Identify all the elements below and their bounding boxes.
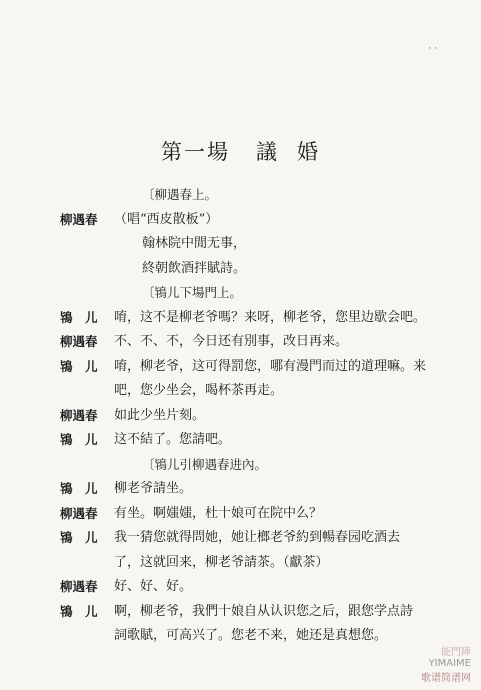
dialogue-text: 詞歌賦，可高兴了。您老不来，她还是真想您。 bbox=[114, 628, 388, 643]
dialogue-text: 翰林院中閒无事， bbox=[142, 236, 247, 251]
dialogue-text: 唷，柳老爷，这可得罰您，哪有漫門而过的道理嘛。来 bbox=[114, 358, 427, 374]
dialogue-text: 啊，柳老爷，我們十娘自从认识您之后，跟您学点詩 bbox=[114, 603, 414, 619]
watermark-site-name: YIMAIME bbox=[428, 658, 471, 669]
speaker-name: 柳遇春 bbox=[60, 407, 98, 423]
dialogue-text: 了，这就回来，柳老爷請茶。（獻茶） bbox=[114, 554, 329, 570]
dialogue-text: 我一猜您就得問她，她让榔老爷約到暢春园吃酒去 bbox=[114, 530, 401, 545]
stage-direction: 〔鴇儿下場門上。 bbox=[142, 285, 243, 300]
dialogue-text: 吧，您少坐会，喝杯茶再走。 bbox=[114, 383, 284, 398]
dialogue-text: 唷，这不是柳老爷嗎？来呀，柳老爷，您里边歇会吧。 bbox=[114, 309, 427, 325]
dialogue-text: 終朝飲酒拌賦詩。 bbox=[142, 260, 247, 276]
speaker-name: 鴇 儿 bbox=[60, 530, 98, 545]
dialogue-text: 好、好、好。 bbox=[114, 579, 193, 594]
speaker-name: 鴇 儿 bbox=[60, 432, 98, 447]
speaker-name: 柳遇春 bbox=[60, 505, 98, 521]
speaker-name: 鴇 儿 bbox=[60, 603, 98, 619]
scene-title-word-2: 婚 bbox=[297, 140, 320, 164]
stage-direction: 〔柳遇春上。 bbox=[142, 187, 218, 202]
speaker-name: 柳遇春 bbox=[60, 334, 98, 349]
speaker-name: 鴇 儿 bbox=[60, 358, 98, 374]
speaker-name: 柳遇春 bbox=[60, 579, 98, 594]
speaker-name: 鴇 儿 bbox=[60, 481, 98, 496]
watermark-caption: 歌谱简谱网 bbox=[421, 673, 471, 684]
speaker-name: 柳遇春 bbox=[60, 211, 98, 227]
speaker-name: 鴇 儿 bbox=[60, 309, 98, 325]
page-number: · · bbox=[428, 44, 437, 54]
watermark bbox=[421, 643, 471, 684]
dialogue-text: 柳老爷請坐。 bbox=[114, 481, 193, 496]
dialogue-text: 如此少坐片刻。 bbox=[114, 407, 206, 423]
dialogue-text: （唱“西皮散板”） bbox=[114, 211, 219, 227]
scene-title-word-1: 議 bbox=[256, 140, 279, 164]
scene-title-number: 第一場 bbox=[161, 140, 230, 164]
dialogue-text: 不、不、不，今日还有別事，改日再来。 bbox=[114, 334, 349, 349]
dialogue-text: 这不結了。您請吧。 bbox=[114, 432, 232, 447]
stage-direction: 〔鴇儿引柳遇春进內。 bbox=[142, 456, 268, 472]
watermark-logo-text: 能門陣 bbox=[441, 647, 471, 658]
scene-title bbox=[0, 136, 481, 166]
dialogue-text: 有坐。啊媸媸，杜十娘可在院中么？ bbox=[114, 505, 323, 521]
